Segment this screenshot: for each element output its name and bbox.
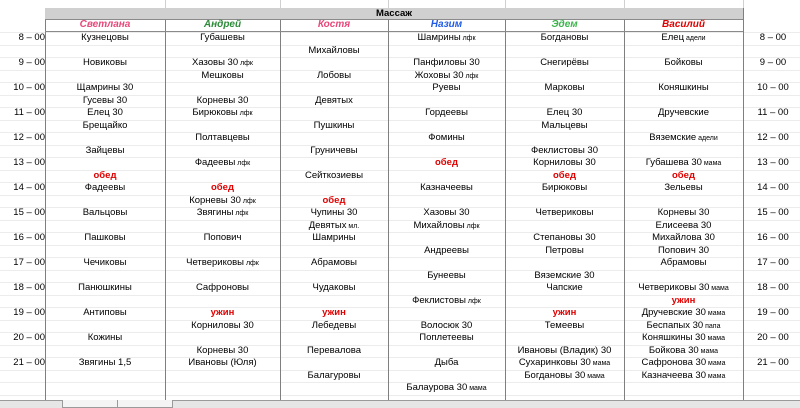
schedule-cell[interactable]	[624, 170, 743, 182]
client-name: Казначеева 30	[641, 369, 706, 381]
schedule-cell[interactable]	[624, 307, 743, 319]
schedule-cell[interactable]	[388, 357, 505, 369]
cell-note: адели	[696, 135, 718, 142]
time-label-left: 14 – 00	[13, 182, 45, 193]
client-name: Новиковы	[83, 57, 127, 68]
client-name: обед	[211, 182, 234, 193]
client-name: Чапские	[546, 282, 583, 293]
schedule-cell[interactable]	[388, 220, 505, 232]
client-name: Елец 30	[87, 107, 123, 118]
schedule-cell[interactable]	[505, 245, 624, 257]
schedule-cell[interactable]	[505, 320, 624, 332]
schedule-cell[interactable]	[165, 307, 280, 319]
column-strip-segment	[280, 0, 389, 8]
top-column-strip	[0, 0, 800, 8]
column-header: Андрей	[165, 19, 280, 32]
client-name: Панфиловы 30	[413, 57, 480, 68]
client-name: ужин	[671, 294, 696, 306]
client-name: Бойкова 30	[648, 344, 699, 356]
cell-note: мама	[590, 360, 611, 367]
client-name: Корниловы 30	[533, 157, 596, 168]
column-divider	[743, 8, 744, 400]
schedule-cell[interactable]	[280, 170, 388, 182]
cell-note: лфк	[460, 35, 476, 42]
time-label-right: 17 – 00	[757, 257, 789, 268]
time-label-right: 18 – 00	[757, 282, 789, 293]
schedule-cell[interactable]	[280, 145, 388, 157]
client-name: Корневы 30	[196, 344, 249, 356]
time-label-left: 17 – 00	[13, 257, 45, 268]
time-label-left: 21 – 00	[13, 357, 45, 368]
client-name: Лобовы	[316, 69, 352, 81]
cell-note: мама	[705, 310, 726, 317]
time-label-right: 9 – 00	[759, 57, 787, 68]
schedule-cell[interactable]	[45, 332, 165, 344]
schedule-cell[interactable]	[505, 157, 624, 169]
time-label-right: 8 – 00	[759, 32, 787, 43]
client-name: Фадеевы	[194, 157, 236, 168]
schedule-cell[interactable]	[388, 382, 505, 394]
schedule-cell[interactable]	[505, 182, 624, 194]
client-name: Хазовы 30	[192, 57, 239, 68]
client-name: Вяземские	[649, 132, 697, 143]
schedule-cell[interactable]	[45, 257, 165, 269]
client-name: ужин	[552, 307, 577, 318]
client-name: Абрамовы	[310, 257, 358, 268]
client-name: обед	[322, 194, 346, 206]
schedule-cell[interactable]	[505, 357, 624, 369]
client-name: Елисеева 30	[655, 219, 712, 231]
client-name: Беспапых 30	[646, 319, 704, 331]
client-name: Сухаринковы 30	[518, 357, 591, 368]
client-name: Чечиковы	[83, 257, 127, 268]
client-name: Губашевы	[200, 32, 245, 43]
schedule-cell[interactable]	[280, 45, 388, 57]
schedule-cell[interactable]	[45, 57, 165, 69]
schedule-cell[interactable]	[624, 257, 743, 269]
client-name: Михайлова 30	[652, 232, 715, 243]
schedule-cell[interactable]	[505, 57, 624, 69]
time-label-right: 11 – 00	[757, 107, 789, 118]
client-name: Ивановы (Юля)	[188, 357, 257, 368]
schedule-cell[interactable]	[388, 32, 505, 44]
schedule-cell[interactable]	[165, 57, 280, 69]
schedule-cell[interactable]	[280, 370, 388, 382]
schedule-cell[interactable]	[45, 170, 165, 182]
client-name: Пушкины	[313, 119, 355, 131]
column-strip-segment	[45, 0, 166, 8]
schedule-cell[interactable]	[45, 95, 165, 107]
cell-note: лфк	[238, 60, 253, 67]
client-name: Андреевы	[424, 244, 469, 256]
client-name: Гордеевы	[425, 107, 468, 118]
client-name: Бирюковы	[192, 107, 238, 118]
client-name: Казначеевы	[420, 182, 473, 193]
client-name: обед	[435, 157, 458, 168]
client-name: Феклистовы	[412, 294, 466, 306]
schedule-cell[interactable]	[280, 95, 388, 107]
client-name: Звягины 1,5	[78, 357, 132, 368]
schedule-cell[interactable]	[388, 82, 505, 94]
column-header: Светлана	[45, 19, 165, 32]
column-header: Василий	[624, 19, 743, 32]
client-name: Корниловы 30	[191, 319, 254, 331]
schedule-cell[interactable]	[624, 182, 743, 194]
cell-note: лфк	[244, 260, 259, 267]
schedule-cell[interactable]	[624, 320, 743, 332]
client-name: Руевы	[432, 82, 461, 93]
row-gridline	[0, 395, 800, 396]
client-name: Шамрины	[417, 32, 461, 43]
schedule-cell[interactable]	[165, 157, 280, 169]
schedule-cell[interactable]	[280, 307, 388, 319]
client-name: обед	[93, 169, 117, 181]
schedule-cell[interactable]	[165, 320, 280, 332]
client-name: Попович	[203, 232, 242, 243]
client-name: Лебедевы	[311, 319, 357, 331]
time-label-left: 19 – 00	[13, 307, 45, 318]
cell-note: папа	[703, 322, 721, 330]
client-name: Перевалова	[306, 344, 362, 356]
schedule-cell[interactable]	[388, 295, 505, 307]
cell-note: мама	[705, 335, 725, 342]
row-gridline	[0, 195, 800, 196]
time-label-right: 19 – 00	[757, 307, 789, 318]
schedule-cell[interactable]	[624, 207, 743, 219]
time-label-right: 12 – 00	[757, 132, 789, 143]
schedule-cell[interactable]	[45, 282, 165, 294]
client-name: Четвериковы	[535, 207, 594, 218]
time-label-right: 16 – 00	[757, 232, 789, 243]
schedule-cell[interactable]	[165, 195, 280, 207]
schedule-cell[interactable]	[505, 370, 624, 382]
client-name: Абрамовы	[660, 257, 707, 268]
time-label-left: 8 – 00	[18, 32, 45, 43]
client-name: Корневы 30	[196, 94, 249, 106]
schedule-cell[interactable]	[388, 157, 505, 169]
schedule-cell[interactable]	[624, 132, 743, 144]
client-name: Антиповы	[83, 307, 127, 318]
cell-note: лфк	[240, 197, 256, 205]
schedule-cell[interactable]	[505, 207, 624, 219]
row-gridline	[0, 45, 800, 46]
schedule-cell[interactable]	[45, 32, 165, 44]
client-name: Звягины	[196, 207, 234, 218]
schedule-cell[interactable]	[624, 295, 743, 307]
schedule-cell[interactable]	[280, 207, 388, 219]
client-name: Зельевы	[664, 182, 703, 193]
cell-note: лфк	[464, 222, 480, 230]
schedule-cell[interactable]	[505, 282, 624, 294]
schedule-cell[interactable]	[280, 232, 388, 244]
cell-note: мл.	[346, 222, 360, 230]
client-name: Поплетеевы	[419, 332, 474, 343]
client-name: Шамрины	[312, 232, 356, 243]
client-name: Дручевские 30	[641, 307, 706, 318]
schedule-cell[interactable]	[165, 345, 280, 357]
schedule-cell[interactable]	[45, 107, 165, 119]
client-name: Груничевы	[310, 144, 358, 156]
time-label-left: 16 – 00	[13, 232, 45, 243]
client-name: ужин	[210, 307, 235, 318]
schedule-cell[interactable]	[280, 70, 388, 82]
cell-note: лфк	[235, 160, 251, 167]
schedule-cell[interactable]	[280, 282, 388, 294]
schedule-cell[interactable]	[505, 345, 624, 357]
schedule-cell[interactable]	[388, 132, 505, 144]
schedule-cell[interactable]	[505, 32, 624, 44]
schedule-cell[interactable]	[505, 307, 624, 319]
client-name: Марковы	[544, 82, 585, 93]
schedule-cell[interactable]	[624, 370, 743, 382]
client-name: Щамрины 30	[76, 82, 134, 93]
schedule-cell[interactable]	[45, 120, 165, 132]
cell-note: адели	[684, 35, 706, 42]
schedule-cell[interactable]	[280, 220, 388, 232]
schedule-cell[interactable]	[45, 307, 165, 319]
schedule-cell[interactable]	[505, 107, 624, 119]
client-name: Фадеевы	[84, 182, 126, 193]
client-name: Михайловы	[308, 44, 360, 56]
client-name: Брещайко	[82, 119, 128, 131]
column-strip-segment	[388, 0, 506, 8]
client-name: Зайцевы	[85, 144, 125, 156]
time-label-left: 10 – 00	[13, 82, 45, 93]
client-name: Сафронова 30	[641, 357, 707, 368]
schedule-cell[interactable]	[624, 220, 743, 232]
time-label-left: 20 – 00	[13, 332, 45, 343]
client-name: Девятых	[308, 219, 347, 231]
time-label-left: 9 – 00	[18, 57, 45, 68]
schedule-cell[interactable]	[165, 357, 280, 369]
schedule-cell[interactable]	[388, 270, 505, 282]
schedule-cell[interactable]	[165, 182, 280, 194]
time-label-right: 15 – 00	[757, 207, 789, 218]
cell-note: мама	[706, 360, 726, 367]
column-strip-segment	[624, 0, 744, 8]
cell-note: мама	[698, 347, 719, 355]
schedule-cell[interactable]	[165, 132, 280, 144]
time-label-left: 13 – 00	[13, 157, 45, 168]
schedule-cell[interactable]	[280, 120, 388, 132]
schedule-cell[interactable]	[165, 70, 280, 82]
schedule-cell[interactable]	[280, 195, 388, 207]
client-name: Елец	[661, 32, 685, 43]
schedule-cell[interactable]	[165, 232, 280, 244]
client-name: Дыба	[434, 357, 459, 368]
client-name: Пашковы	[84, 232, 126, 243]
schedule-cell[interactable]	[624, 345, 743, 357]
client-name: Девятых	[315, 94, 353, 106]
cell-note: мама	[467, 385, 487, 392]
schedule-cell[interactable]	[45, 182, 165, 194]
schedule-cell[interactable]	[280, 257, 388, 269]
schedule-cell[interactable]	[388, 245, 505, 257]
client-name: Михайловы	[413, 219, 465, 231]
time-label-right: 21 – 00	[757, 357, 789, 368]
schedule-cell[interactable]	[505, 232, 624, 244]
client-name: Мальцевы	[541, 119, 588, 131]
cell-note: мама	[585, 372, 605, 380]
client-name: Четвериковы 30	[638, 282, 710, 293]
time-label-right: 13 – 00	[757, 157, 789, 168]
client-name: Ивановы (Владик) 30	[517, 344, 612, 356]
client-name: Петровы	[545, 244, 584, 256]
schedule-cell[interactable]	[45, 232, 165, 244]
client-name: Чудаковы	[312, 282, 356, 293]
client-name: Полтавцевы	[195, 132, 250, 143]
client-name: ужин	[322, 307, 346, 318]
column-strip-segment	[165, 0, 281, 8]
client-name: Балаурова 30	[406, 382, 468, 393]
cell-note: лфк	[465, 297, 481, 305]
schedule-cell[interactable]	[165, 95, 280, 107]
schedule-cell[interactable]	[388, 107, 505, 119]
client-name: Волосюк 30	[420, 319, 473, 331]
cell-note: лфк	[237, 110, 253, 117]
time-label-right: 10 – 00	[757, 82, 789, 93]
client-name: Хазовы 30	[423, 207, 470, 218]
time-label-left: 11 – 00	[14, 107, 45, 118]
schedule-cell[interactable]	[388, 182, 505, 194]
client-name: Корневы 30	[189, 194, 241, 206]
client-name: Четвериковы	[186, 257, 245, 268]
schedule-cell[interactable]	[45, 357, 165, 369]
cell-note: мама	[705, 372, 726, 380]
schedule-cell[interactable]	[505, 270, 624, 282]
schedule-cell[interactable]	[280, 320, 388, 332]
client-name: Сейткозиевы	[304, 169, 364, 181]
client-name: Богдановы	[540, 32, 589, 43]
schedule-cell[interactable]	[624, 245, 743, 257]
cell-note: мама	[701, 160, 722, 167]
schedule-cell[interactable]	[165, 207, 280, 219]
client-name: Бирюковы	[541, 182, 588, 193]
client-name: Кузнецовы	[81, 32, 129, 43]
client-name: Губашева 30	[645, 157, 702, 168]
client-name: Фомины	[428, 132, 465, 143]
client-name: Мешковы	[201, 69, 244, 81]
client-name: Кожины	[87, 332, 123, 343]
schedule-cell[interactable]	[165, 282, 280, 294]
client-name: Темеевы	[544, 319, 585, 331]
client-name: Гусевы 30	[82, 94, 128, 106]
client-name: обед	[672, 169, 695, 181]
schedule-cell[interactable]	[45, 207, 165, 219]
time-label-right: 20 – 00	[757, 332, 789, 343]
column-strip-segment	[505, 0, 625, 8]
schedule-cell[interactable]	[505, 120, 624, 132]
schedule-cell[interactable]	[505, 170, 624, 182]
schedule-cell[interactable]	[624, 32, 743, 44]
client-name: Снегирёвы	[540, 57, 589, 68]
schedule-cell[interactable]	[505, 145, 624, 157]
client-name: обед	[553, 169, 576, 181]
schedule-cell[interactable]	[388, 332, 505, 344]
time-label-left: 18 – 00	[13, 282, 45, 293]
schedule-cell[interactable]	[624, 282, 743, 294]
column-header: Назим	[388, 19, 505, 32]
client-name: Панюшкины	[78, 282, 132, 293]
schedule-cell[interactable]	[624, 357, 743, 369]
client-name: Вяземские 30	[534, 269, 595, 281]
client-name: Коняшкины 30	[642, 332, 706, 343]
client-name: Корневы 30	[657, 207, 710, 218]
client-name: Бунеевы	[427, 269, 466, 281]
client-name: Степановы 30	[533, 232, 596, 243]
client-name: Елец 30	[546, 107, 583, 118]
schedule-cell[interactable]	[165, 257, 280, 269]
time-label-right: 14 – 00	[757, 182, 789, 193]
client-name: Чупины 30	[310, 207, 358, 218]
client-name: Богдановы 30	[524, 369, 586, 381]
client-name: Коняшкины	[658, 82, 709, 93]
schedule-cell[interactable]	[45, 82, 165, 94]
client-name: Попович 30	[657, 244, 710, 256]
schedule-cell[interactable]	[388, 70, 505, 82]
time-label-left: 15 – 00	[13, 207, 45, 218]
schedule-cell[interactable]	[624, 107, 743, 119]
schedule-cell[interactable]	[624, 232, 743, 244]
schedule-cell[interactable]	[505, 82, 624, 94]
schedule-cell[interactable]	[388, 320, 505, 332]
sheet-title: Массаж	[45, 8, 743, 20]
column-header: Костя	[280, 19, 388, 32]
schedule-cell[interactable]	[624, 82, 743, 94]
schedule-cell[interactable]	[624, 57, 743, 69]
schedule-cell[interactable]	[624, 332, 743, 344]
client-name: Сафроновы	[195, 282, 250, 293]
schedule-cell[interactable]	[388, 207, 505, 219]
time-label-left: 12 – 00	[13, 132, 45, 143]
client-name: Балагуровы	[307, 369, 361, 381]
schedule-cell[interactable]	[280, 345, 388, 357]
cell-note: лфк	[233, 210, 249, 217]
cell-note: мама	[709, 285, 729, 292]
client-name: Жоховы 30	[414, 69, 464, 81]
cell-note: лфк	[463, 72, 479, 80]
schedule-cell[interactable]	[624, 157, 743, 169]
schedule-cell[interactable]	[165, 32, 280, 44]
schedule-cell[interactable]	[388, 57, 505, 69]
client-name: Бойковы	[664, 57, 703, 68]
schedule-cell[interactable]	[45, 145, 165, 157]
client-name: Феклистовы 30	[531, 144, 598, 156]
schedule-cell[interactable]	[165, 107, 280, 119]
client-name: Дручевские	[657, 107, 710, 118]
client-name: Вальцовы	[82, 207, 128, 218]
column-header: Эдем	[505, 19, 624, 32]
